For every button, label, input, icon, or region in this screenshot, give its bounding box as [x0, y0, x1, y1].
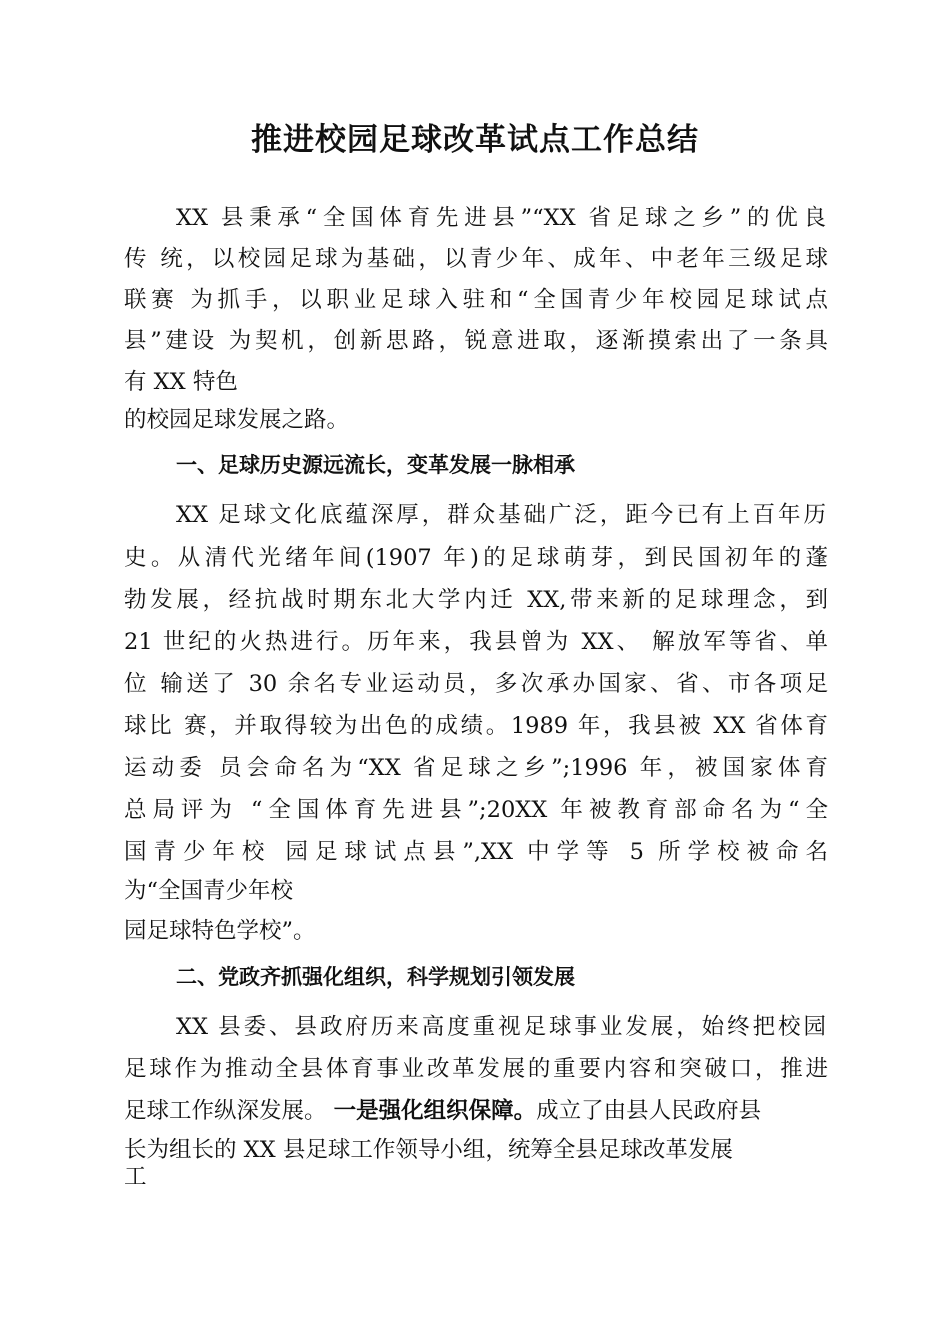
section-2-emphasis: 一是强化组织保障。	[333, 1098, 537, 1124]
section-1-line-7: 运动委 员会命名为“XX 省足球之乡”;1996 年，被国家体育	[124, 755, 828, 781]
section-2-line-5: 工	[124, 1164, 147, 1190]
intro-line-2: 传 统，以校园足球为基础，以青少年、成年、中老年三级足球	[124, 246, 828, 272]
section-2-line-2: 足球作为推动全县体育事业改革发展的重要内容和突破口，推进	[124, 1056, 828, 1082]
section-1-line-10: 为“全国青少年校	[124, 878, 294, 904]
section-1-line-2: 史。从清代光绪年间(1907 年)的足球萌芽，到民国初年的蓬	[124, 545, 828, 571]
section-2-line-3	[124, 1096, 828, 1126]
intro-line-1: XX 县秉承“全国体育先进县”“XX 省足球之乡”的优良	[176, 205, 826, 231]
section-2-line-4: 长为组长的 XX 县足球工作领导小组，统筹全县足球改革发展	[124, 1137, 733, 1163]
intro-line-4: 县”建设 为契机，创新思路，锐意进取，逐渐摸索出了一条具	[124, 328, 828, 354]
document-title: 推进校园足球改革试点工作总结	[251, 122, 699, 158]
section-2-line-3-start: 足球工作纵深发展。	[124, 1098, 334, 1124]
section-1-line-1: XX 足球文化底蕴深厚，群众基础广泛，距今已有上百年历	[176, 502, 826, 528]
section-1-line-5: 位 输送了 30 余名专业运动员，多次承办国家、省、市各项足	[124, 671, 828, 697]
section-1-line-9: 国青少年校 园足球试点县”,XX 中学等 5 所学校被命名	[124, 839, 828, 865]
section-1-line-4: 21 世纪的火热进行。历年来，我县曾为 XX、 解放军等省、单	[124, 629, 828, 655]
intro-line-5: 有 XX 特色	[124, 369, 238, 395]
section-1-line-8: 总局评为 “全国体育先进县”;20XX 年被教育部命名为“全	[124, 797, 828, 823]
section-2-heading: 二、党政齐抓强化组织，科学规划引领发展	[176, 965, 575, 989]
section-2-line-1: XX 县委、县政府历来高度重视足球事业发展，始终把校园	[176, 1014, 826, 1040]
section-2-line-3-end: 成立了由县人民政府县	[536, 1098, 762, 1124]
section-1-line-3: 勃发展，经抗战时期东北大学内迁 XX,带来新的足球理念，到	[124, 587, 828, 613]
section-1-heading: 一、足球历史源远流长，变革发展一脉相承	[176, 453, 575, 477]
section-1-line-11: 园足球特色学校”。	[124, 918, 316, 944]
section-1-line-6: 球比 赛，并取得较为出色的成绩。1989 年，我县被 XX 省体育	[124, 713, 828, 739]
intro-line-6: 的校园足球发展之路。	[124, 407, 350, 433]
intro-line-3: 联赛 为抓手，以职业足球入驻和“全国青少年校园足球试点	[124, 287, 828, 313]
